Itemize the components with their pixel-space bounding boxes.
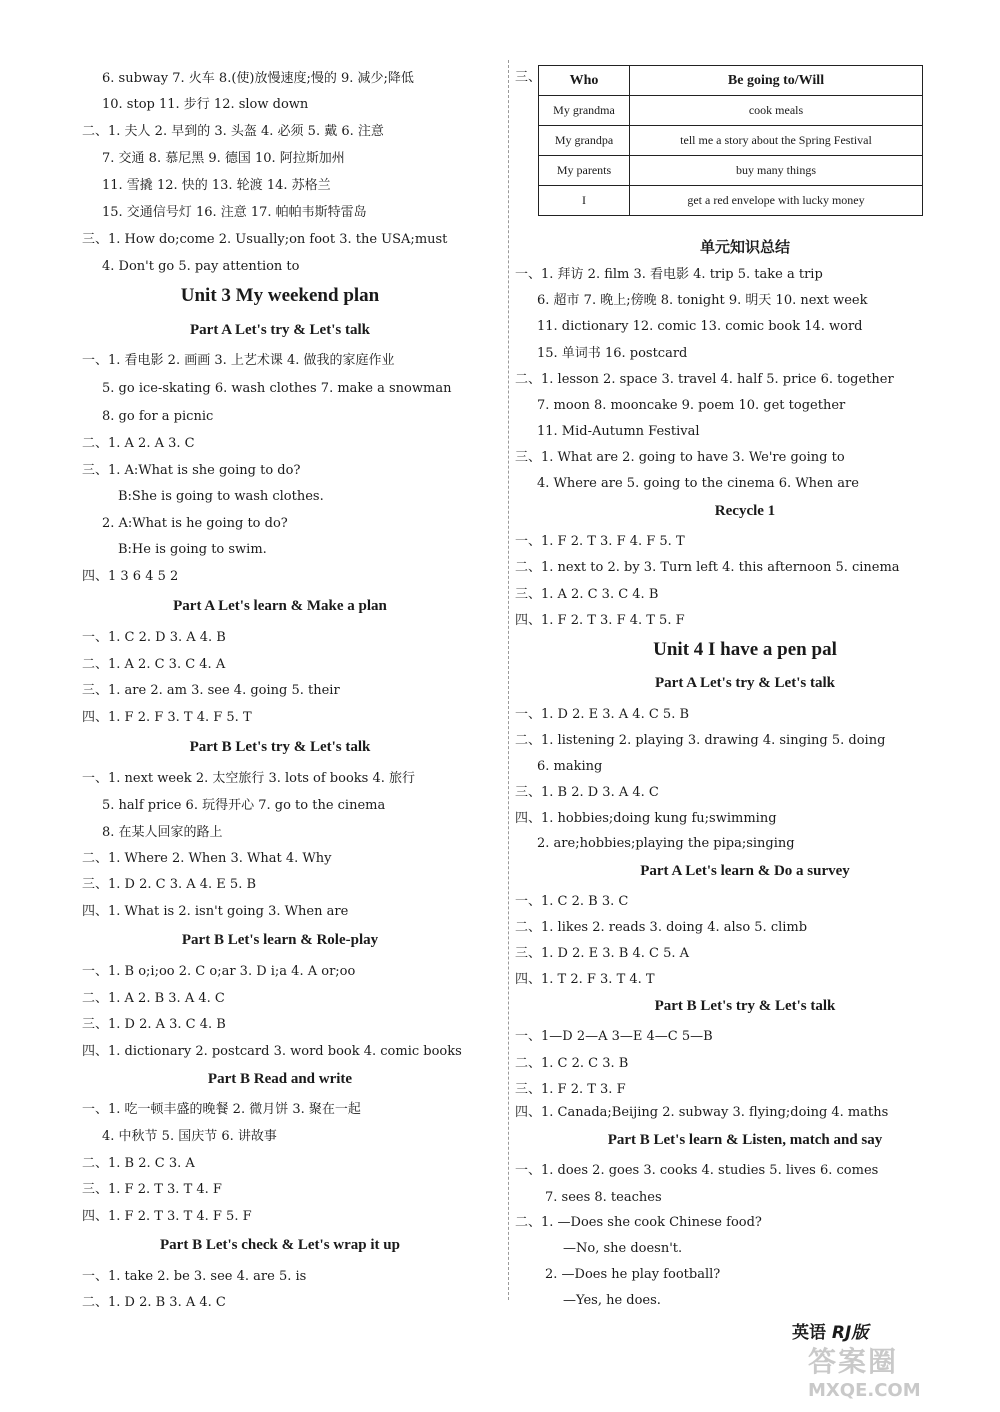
- answer-line: 三、1. are 2. am 3. see 4. going 5. their: [82, 683, 340, 698]
- answer-line: 6. making: [537, 759, 603, 774]
- answer-line: 一、1. 吃一顿丰盛的晚餐 2. 微月饼 3. 聚在一起: [82, 1102, 361, 1117]
- table-cell-who: My parents: [539, 156, 630, 186]
- answer-line: 一、1. F 2. T 3. F 4. F 5. T: [515, 534, 685, 549]
- table-header-plan: Be going to/Will: [630, 66, 923, 96]
- table-row: [539, 186, 923, 216]
- answer-line: 一、1. D 2. E 3. A 4. C 5. B: [515, 707, 690, 722]
- footer-edition: RJ版: [831, 1323, 869, 1343]
- answer-line: 三、1. D 2. A 3. C 4. B: [82, 1017, 226, 1032]
- answer-line: 四、1. What is 2. isn't going 3. When are: [82, 904, 349, 919]
- unit-title: Unit 3 My weekend plan: [180, 285, 380, 306]
- answer-line: 7. sees 8. teaches: [545, 1190, 662, 1205]
- answer-line: 二、1. A 2. C 3. C 4. A: [82, 657, 226, 672]
- answer-line: 四、1. dictionary 2. postcard 3. word book 4. comic books: [82, 1044, 462, 1059]
- answer-line: 二、1. B 2. C 3. A: [82, 1156, 195, 1171]
- plan-table: [538, 65, 923, 216]
- table-cell-who: I: [539, 186, 630, 216]
- section-heading: Part B Let's try & Let's talk: [189, 739, 371, 755]
- table-cell-who: My grandma: [539, 96, 630, 126]
- answer-line: 一、1. 看电影 2. 画画 3. 上艺术课 4. 做我的家庭作业: [82, 353, 395, 368]
- answer-line: 四、1. Canada;Beijing 2. subway 3. flying;doing 4. maths: [515, 1105, 889, 1120]
- answer-line: 二、1. listening 2. playing 3. drawing 4. singing 5. doing: [515, 733, 886, 748]
- table-section-label: 三、: [515, 70, 542, 85]
- answer-line: 四、1. T 2. F 3. T 4. T: [515, 972, 655, 987]
- answer-line: 三、1. What are 2. going to have 3. We're going to: [515, 450, 845, 465]
- answer-line: 二、1. —Does she cook Chinese food?: [515, 1215, 762, 1230]
- answer-line: 二、1. 夫人 2. 早到的 3. 头盔 4. 必须 5. 戴 6. 注意: [82, 124, 384, 139]
- table-row: [539, 96, 923, 126]
- answer-line: 一、1—D 2—A 3—E 4—C 5—B: [515, 1029, 713, 1044]
- section-heading: 单元知识总结: [699, 240, 790, 256]
- answer-line: 4. Where are 5. going to the cinema 6. When are: [537, 476, 859, 491]
- answer-line: 三、1. F 2. T 3. F: [515, 1082, 626, 1097]
- answer-line: B:He is going to swim.: [118, 542, 267, 557]
- section-heading: Part B Let's try & Let's talk: [654, 998, 836, 1014]
- answer-line: 二、1. Where 2. When 3. What 4. Why: [82, 851, 332, 866]
- table-cell-who: My grandpa: [539, 126, 630, 156]
- section-heading: Part B Let's check & Let's wrap it up: [160, 1237, 400, 1253]
- answer-line: B:She is going to wash clothes.: [118, 489, 324, 504]
- answer-line: 二、1. A 2. B 3. A 4. C: [82, 991, 225, 1006]
- answer-line: 二、1. next to 2. by 3. Turn left 4. this afternoon 5. cinema: [515, 560, 900, 575]
- answer-line: 二、1. C 2. C 3. B: [515, 1056, 629, 1071]
- answer-line: 15. 交通信号灯 16. 注意 17. 帕帕韦斯特雷岛: [102, 205, 367, 220]
- answer-line: 2. —Does he play football?: [545, 1267, 721, 1282]
- unit-title: Unit 4 I have a pen pal: [653, 639, 837, 660]
- answer-line: 一、1. take 2. be 3. see 4. are 5. is: [82, 1269, 307, 1284]
- answer-line: 10. stop 11. 步行 12. slow down: [102, 97, 309, 112]
- answer-line: 6. subway 7. 火车 8.(使)放慢速度;慢的 9. 减少;降低: [102, 71, 414, 86]
- watermark-logo-text: 答案圈: [808, 1345, 899, 1378]
- section-heading: Recycle 1: [714, 503, 776, 519]
- answer-line: 四、1. F 2. F 3. T 4. F 5. T: [82, 710, 252, 725]
- answer-line: —No, she doesn't.: [563, 1241, 683, 1256]
- answer-line: 11. Mid-Autumn Festival: [537, 424, 700, 439]
- answer-line: 三、1. B 2. D 3. A 4. C: [515, 785, 659, 800]
- answer-line: 三、1. D 2. C 3. A 4. E 5. B: [82, 877, 257, 892]
- answer-line: 5. go ice-skating 6. wash clothes 7. make a snowman: [102, 381, 452, 396]
- answer-line: 四、1 3 6 4 5 2: [82, 569, 179, 584]
- answer-line: 二、1. likes 2. reads 3. doing 4. also 5. climb: [515, 920, 808, 935]
- answer-line: 7. 交通 8. 慕尼黑 9. 德国 10. 阿拉斯加州: [102, 151, 345, 166]
- section-heading: Part A Let's try & Let's talk: [190, 322, 370, 338]
- table-cell-plan: get a red envelope with lucky money: [630, 186, 923, 216]
- watermark-url: MXQE.COM: [808, 1380, 921, 1401]
- answer-line: 一、1. C 2. D 3. A 4. B: [82, 630, 226, 645]
- section-heading: Part B Read and write: [207, 1071, 353, 1087]
- answer-line: 四、1. F 2. T 3. F 4. T 5. F: [515, 613, 685, 628]
- answer-line: 一、1. next week 2. 太空旅行 3. lots of books 4. 旅行: [82, 771, 415, 786]
- section-heading: Part B Let's learn & Listen, match and say: [607, 1132, 883, 1148]
- answer-line: 7. moon 8. mooncake 9. poem 10. get together: [537, 398, 846, 413]
- section-heading: Part A Let's learn & Make a plan: [173, 598, 387, 614]
- answer-line: 一、1. C 2. B 3. C: [515, 894, 629, 909]
- answer-line: 四、1. F 2. T 3. T 4. F 5. F: [82, 1209, 252, 1224]
- answer-line: 2. A:What is he going to do?: [102, 516, 288, 531]
- table-row: [539, 126, 923, 156]
- answer-line: 8. go for a picnic: [102, 409, 214, 424]
- answer-line: 一、1. B o;i;oo 2. C o;ar 3. D i;a 4. A or;oo: [82, 964, 356, 979]
- answer-line: 三、1. How do;come 2. Usually;on foot 3. the USA;must: [82, 232, 448, 247]
- site-watermark: [808, 1340, 998, 1410]
- answer-line: —Yes, he does.: [563, 1293, 661, 1308]
- section-heading: Part A Let's learn & Do a survey: [640, 863, 850, 879]
- answer-line: 11. 雪撬 12. 快的 13. 轮渡 14. 苏格兰: [102, 178, 331, 193]
- column-divider: [508, 60, 509, 1300]
- answer-line: 三、1. F 2. T 3. T 4. F: [82, 1182, 222, 1197]
- answer-line: 二、1. lesson 2. space 3. travel 4. half 5. price 6. together: [515, 372, 894, 387]
- answer-line: 8. 在某人回家的路上: [102, 825, 223, 840]
- answer-line: 三、1. D 2. E 3. B 4. C 5. A: [515, 946, 690, 961]
- answer-line: 三、1. A:What is she going to do?: [82, 463, 301, 478]
- answer-line: 6. 超市 7. 晚上;傍晚 8. tonight 9. 明天 10. next week: [537, 293, 868, 308]
- answer-line: 11. dictionary 12. comic 13. comic book 14. word: [537, 319, 863, 334]
- answer-line: 15. 单词书 16. postcard: [537, 346, 688, 361]
- answer-line: 4. Don't go 5. pay attention to: [102, 259, 300, 274]
- table-cell-plan: tell me a story about the Spring Festival: [630, 126, 923, 156]
- table-header-who: Who: [539, 66, 630, 96]
- answer-line: 四、1. hobbies;doing kung fu;swimming: [515, 811, 777, 826]
- table-cell-plan: cook meals: [630, 96, 923, 126]
- section-heading: Part A Let's try & Let's talk: [655, 675, 835, 691]
- answer-line: 5. half price 6. 玩得开心 7. go to the cinema: [102, 798, 386, 813]
- answer-line: 2. are;hobbies;playing the pipa;singing: [537, 836, 795, 851]
- footer-subject: 英语: [792, 1323, 826, 1343]
- section-heading: Part B Let's learn & Role-play: [181, 932, 379, 948]
- answer-line: 二、1. D 2. B 3. A 4. C: [82, 1295, 226, 1310]
- answer-line: 一、1. 拜访 2. film 3. 看电影 4. trip 5. take a trip: [515, 267, 823, 282]
- answer-line: 4. 中秋节 5. 国庆节 6. 讲故事: [102, 1129, 277, 1144]
- table-cell-plan: buy many things: [630, 156, 923, 186]
- table-row: [539, 156, 923, 186]
- answer-line: 三、1. A 2. C 3. C 4. B: [515, 587, 659, 602]
- table-header-row: [539, 66, 923, 96]
- answer-line: 一、1. does 2. goes 3. cooks 4. studies 5. lives 6. comes: [515, 1163, 879, 1178]
- answer-line: 二、1. A 2. A 3. C: [82, 436, 195, 451]
